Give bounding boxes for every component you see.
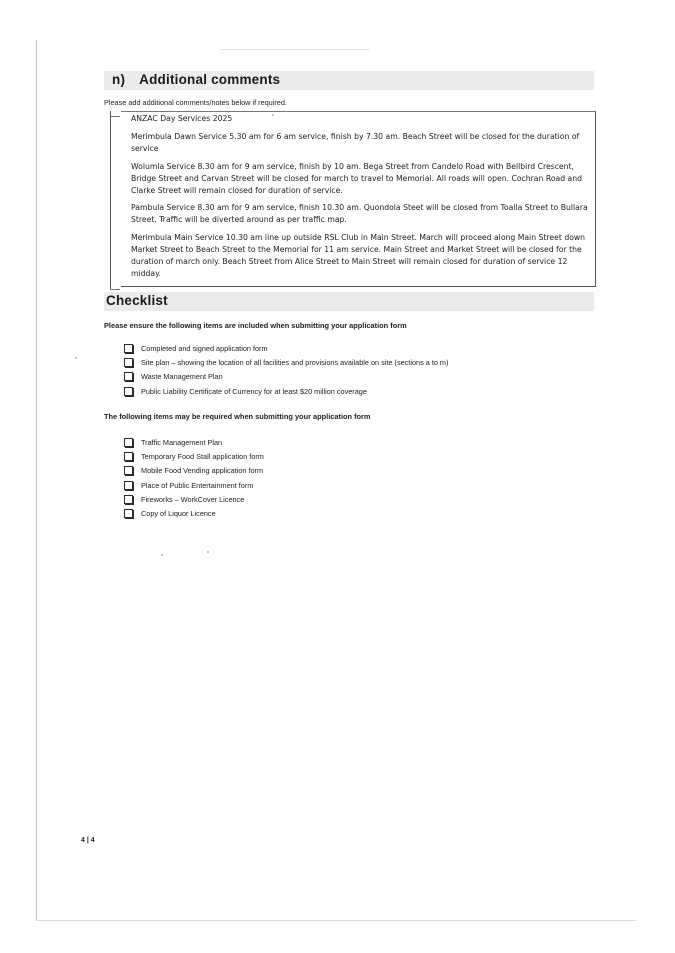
checkbox-icon[interactable]	[124, 372, 133, 381]
checkbox-icon[interactable]	[124, 481, 133, 490]
included-items-lead: Please ensure the following items are included when submitting your application form	[104, 321, 407, 330]
checklist-item-label: Site plan – showing the location of all facilities and provisions available on site (sections a to m)	[141, 357, 449, 367]
scan-speck	[272, 114, 274, 116]
checklist-item	[124, 464, 264, 478]
checkbox-icon[interactable]	[124, 438, 133, 447]
section-n-header	[104, 71, 594, 90]
checklist-item-label: Traffic Management Plan	[141, 437, 223, 447]
scan-speck	[207, 551, 209, 553]
checklist-item	[124, 492, 264, 506]
checkbox-icon[interactable]	[124, 452, 133, 461]
checkbox-icon[interactable]	[124, 509, 133, 518]
checklist-item	[124, 435, 264, 449]
comments-text	[131, 113, 591, 285]
checklist-item-label: Public Liability Certificate of Currency for at least $20 million coverage	[141, 386, 367, 396]
checklist-item-label: Fireworks – WorkCover Licence	[141, 494, 245, 504]
scan-bottom-edge	[36, 920, 636, 921]
checklist-item	[124, 384, 448, 398]
checklist-item	[124, 506, 264, 520]
checkbox-icon[interactable]	[124, 358, 133, 367]
scan-top-mark	[220, 49, 370, 50]
checklist-item	[124, 478, 264, 492]
checklist-header	[104, 292, 594, 311]
scan-speck	[75, 357, 77, 359]
comments-heading: ANZAC Day Services 2025	[131, 114, 233, 123]
checklist-item-label: Mobile Food Vending application form	[141, 466, 264, 476]
checklist-item-label: Completed and signed application form	[141, 343, 268, 353]
scan-speck	[161, 554, 163, 556]
section-letter: n)	[112, 72, 126, 87]
checklist-item	[124, 370, 448, 384]
page-number: 4 | 4	[81, 837, 95, 844]
checkbox-icon[interactable]	[124, 495, 133, 504]
comment-paragraph: Merimbula Dawn Service 5.30 am for 6 am service, finish by 7.30 am. Beach Street will be closed for the duration of service	[131, 132, 580, 154]
checkbox-icon[interactable]	[124, 466, 133, 475]
checklist-item-label: Copy of Liquor Licence	[141, 509, 216, 519]
comment-paragraph: Wolumla Service 8.30 am for 9 am service, finish by 10 am. Bega Street from Candelo Road with Bellbird Crescent, Bridge Street and Carvan Street will be closed for march to travel to Memorial. All roads will open. Cochran Road and Clarke Street will remain closed for duration of service.	[131, 161, 583, 196]
checklist-title: Checklist	[106, 293, 168, 308]
required-checklist	[124, 435, 264, 521]
comments-box-bottom-left-border	[110, 289, 120, 290]
checklist-item	[124, 449, 264, 463]
checklist-item	[124, 341, 448, 355]
checklist-item-label: Place of Public Entertainment form	[141, 480, 254, 490]
comments-instruction: Please add additional comments/notes below if required.	[104, 98, 287, 107]
comment-paragraph: Pambula Service 8.30 am for 9 am service, finish 10.30 am. Quondola Steet will be closed from Toalla Street to Bullara Street. Traffic will be diverted around as per traffic map.	[131, 203, 588, 225]
section-title-text: Additional comments	[139, 72, 281, 87]
comment-paragraph: Merimbula Main Service 10.30 am line up outside RSL Club in Main Street. March will proceed along Main Street down Market Street to Beach Street to the Memorial for 11 am service. Main Street and Market Street will be closed for the duration of march only. Beach Street from Alice Street to Main Street will remain closed for duration of service 12 midday.	[131, 232, 586, 279]
included-checklist	[124, 341, 448, 398]
checklist-item-label: Waste Management Plan	[141, 372, 223, 382]
checkbox-icon[interactable]	[124, 387, 133, 396]
checkbox-icon[interactable]	[124, 344, 133, 353]
required-items-lead: The following items may be required when submitting your application form	[104, 412, 371, 421]
checklist-item-label: Temporary Food Stall application form	[141, 451, 264, 461]
checklist-item	[124, 355, 448, 369]
scan-left-edge	[36, 40, 37, 920]
section-n-title	[112, 72, 280, 87]
